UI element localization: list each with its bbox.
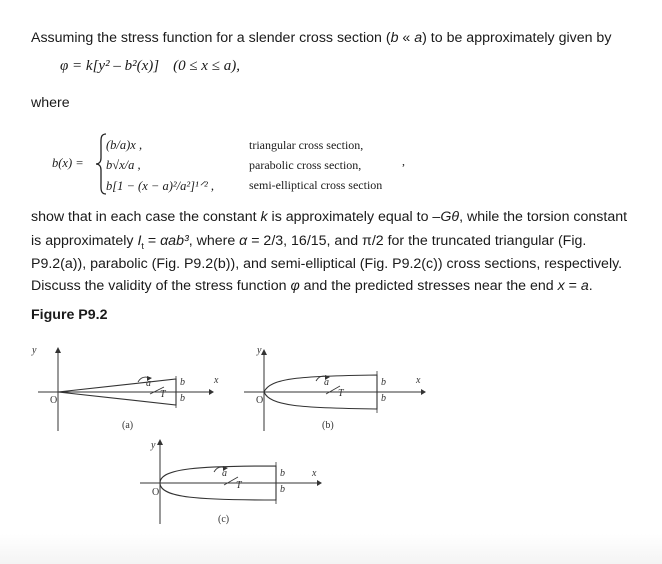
para-line-1 [31,209,627,225]
k-symbol: k [85,58,93,74]
figure-title: Figure P9.2 [31,307,108,323]
p2-sub: t [141,240,144,251]
p1-b: is approximately equal to – [267,209,441,225]
bx-case-expr-2: b√x/a , [106,158,141,172]
p4-d: . [588,278,593,294]
fig-c-origin-label: O [152,487,160,498]
fig-a-triangular [38,347,214,431]
stress-range: (0 ≤ x ≤ a), [173,58,240,74]
p2-e: α [239,233,248,249]
fig-b-caption: (b) [322,420,334,431]
fig-a-b-bottom: b [180,393,185,404]
p4-c: = [564,278,581,294]
para-line-4 [31,278,593,294]
para-line-3: P9.2(a)), parabolic (Fig. P9.2(b)), and semi-elliptical (Fig. P9.2(c)) cross sections, respectively. [31,256,623,272]
figure-p9-2 [0,336,662,536]
bx-trailing-comma: , [402,154,405,168]
p1-a: show that in each case the constant [31,209,261,225]
phi-lhs: φ = [60,58,86,74]
fig-c-semielliptical [140,439,322,524]
p1-G: Gθ [440,209,460,225]
p4-a: Discuss the validity of the stress function [31,278,291,294]
fig-b-x-label: x [416,375,421,386]
fig-a-a-label: a [146,378,151,389]
fig-a-T-label: T [160,389,166,400]
fig-b-b-bottom: b [381,393,386,404]
p4-phi: φ [290,278,300,294]
bx-case-desc-3: semi-elliptical cross section [249,178,383,192]
fig-b-origin-label: O [256,395,264,406]
p4-x: x [557,278,565,294]
bx-case-desc-1: triangular cross section, [249,138,364,152]
fig-c-a-label: a [222,468,227,479]
fig-c-y-label: y [151,440,156,451]
p1-k: k [260,209,268,225]
fig-b-y-label: y [257,345,262,356]
fig-b-parabolic [244,349,426,431]
bx-case-desc-2: parabolic cross section, [249,158,362,172]
fig-a-origin-label: O [50,395,58,406]
p2-a: is approximately [31,233,138,249]
p2-f: = 2/3, 16/15, and π/2 for the truncated triangular (Fig. [247,233,587,249]
intro-a: a [414,30,423,46]
fig-a-x-label: x [214,375,219,386]
intro-text-1: Assuming the stress function for a slender cross section ( [31,30,391,46]
fig-a-caption: (a) [122,420,134,431]
bx-lhs: b(x) = [52,156,84,170]
fig-c-x-label: x [312,468,317,479]
stress-function-equation [60,58,240,75]
p4-a2: a [580,278,589,294]
p2-b: = [143,233,161,249]
p2-d: , where [188,233,240,249]
intro-ll: « [398,30,415,46]
fig-b-b-top: b [381,377,386,388]
fig-c-b-bottom: b [280,484,285,495]
stress-body: [y² – b²(x)] [92,58,160,74]
fig-b-a-label: a [324,377,329,388]
p2-c: αab³ [160,233,189,249]
bx-case-expr-3: b[1 − (x − a)²/a²]¹ᐟ² , [106,179,214,193]
p1-c: , while the torsion constant [459,209,628,225]
fig-c-caption: (c) [218,514,230,525]
fig-a-b-top: b [180,377,185,388]
fig-c-b-top: b [280,468,285,479]
p2-I: I [137,233,142,249]
para-line-2 [31,233,586,251]
fig-c-T-label: T [236,480,242,491]
where-label: where [31,95,70,111]
intro-line [31,30,611,46]
fig-a-y-label: y [32,345,37,356]
fig-b-T-label: T [338,388,344,399]
bx-case-expr-1: (b/a)x , [106,138,143,152]
intro-b: b [390,30,399,46]
intro-text-2: ) to be approximately given by [422,30,612,46]
p4-b: and the predicted stresses near the end [299,278,558,294]
bottom-fade [0,534,662,564]
